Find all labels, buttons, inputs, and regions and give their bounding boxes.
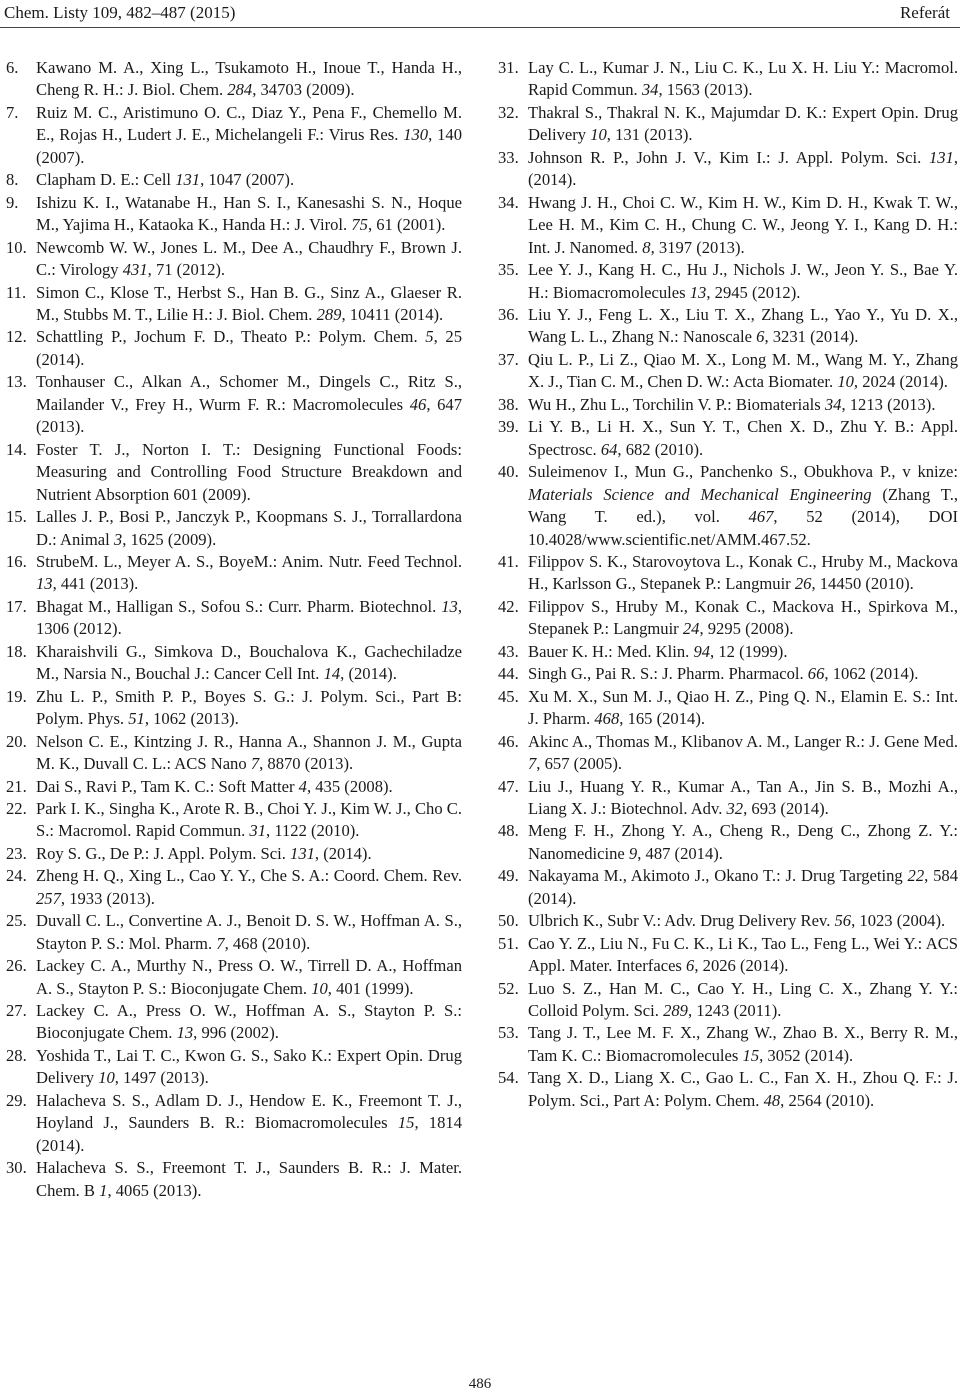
reference-item: [6, 192, 462, 237]
reference-number: 23.: [6, 843, 27, 863]
reference-item: [6, 102, 462, 169]
reference-item: [498, 933, 958, 978]
reference-number: 6.: [6, 58, 19, 77]
reference-text: Simon C., Klose T., Herbst S., Han B. G., Sinz A., Glaeser R. M., Stubbs M. T., Lilie H.: J. Biol. Chem. 289, 10411 (2014).: [36, 282, 462, 324]
page-number: 486: [468, 1376, 492, 1392]
reference-item: [498, 416, 958, 461]
reference-text: Dai S., Ravi P., Tam K. C.: Soft Matter 4, 435 (2008).: [36, 776, 393, 796]
reference-text: Tang X. D., Liang X. C., Gao L. C., Fan X. H., Zhou Q. F.: J. Polym. Sci., Part A: Polym. Chem. 48, 2564 (2010).: [528, 1068, 958, 1110]
reference-number: 11.: [6, 282, 27, 302]
reference-number: 35.: [498, 260, 519, 280]
reference-number: 27.: [6, 1001, 27, 1021]
reference-text: Cao Y. Z., Liu N., Fu C. K., Li K., Tao L., Feng L., Wei Y.: ACS Appl. Mater. Interfaces 6, 2026 (2014).: [528, 933, 958, 976]
reference-text: Lalles J. P., Bosi P., Janczyk P., Koopmans S. J., Torrallardona D.: Animal 3, 1625 (2009).: [36, 507, 462, 549]
reference-item: [6, 169, 462, 191]
reference-text: Roy S. G., De P.: J. Appl. Polym. Sci. 131, (2014).: [36, 843, 372, 863]
reference-item: [6, 57, 462, 102]
reference-number: 52.: [498, 978, 519, 998]
reference-text: Suleimenov I., Mun G., Panchenko S., Obukhova P., v knize: Materials Science and Mechanical Engineering (Zhang T., Wang T. ed.), vol. 467, 52 (2014), DOI 10.4028/www.scientific.net/AMM.467.52.: [528, 462, 958, 549]
reference-number: 15.: [6, 507, 27, 527]
reference-item: [6, 551, 462, 596]
reference-text: Wu H., Zhu L., Torchilin V. P.: Biomaterials 34, 1213 (2013).: [528, 394, 936, 414]
reference-number: 12.: [6, 327, 27, 347]
reference-number: 50.: [498, 911, 519, 931]
reference-item: [6, 237, 462, 282]
reference-number: 34.: [498, 192, 519, 212]
reference-item: [498, 461, 958, 551]
reference-text: Lackey C. A., Murthy N., Press O. W., Tirrell D. A., Hoffman A. S., Stayton P. S.: Bioconjugate Chem. 10, 401 (1999).: [36, 956, 462, 998]
reference-number: 33.: [498, 147, 519, 167]
reference-number: 19.: [6, 686, 27, 706]
reference-number: 29.: [6, 1090, 27, 1110]
reference-text: Filippov S., Hruby M., Konak C., Mackova H., Spirkova M., Stepanek P.: Langmuir 24, 9295 (2008).: [528, 596, 958, 639]
reference-text: Xu M. X., Sun M. J., Qiao H. Z., Ping Q. N., Elamin E. S.: Int. J. Pharm. 468, 165 (2014).: [528, 686, 958, 729]
reference-number: 40.: [498, 462, 519, 482]
reference-text: Ulbrich K., Subr V.: Adv. Drug Delivery Rev. 56, 1023 (2004).: [528, 911, 946, 931]
reference-item: [498, 259, 958, 304]
reference-item: [498, 820, 958, 865]
reference-number: 21.: [6, 776, 27, 796]
reference-number: 9.: [6, 192, 19, 212]
reference-number: 8.: [6, 170, 19, 190]
reference-number: 14.: [6, 439, 27, 459]
reference-number: 26.: [6, 956, 27, 976]
reference-item: [6, 1090, 462, 1157]
reference-text: Kharaishvili G., Simkova D., Bouchalova K., Gachechiladze M., Narsia N., Bouchal J.: Cancer Cell Int. 14, (2014).: [36, 641, 462, 684]
reference-item: [6, 686, 462, 731]
reference-number: 44.: [498, 664, 519, 684]
reference-number: 32.: [498, 102, 519, 122]
reference-item: [6, 596, 462, 641]
reference-item: [498, 147, 958, 192]
reference-item: [6, 371, 462, 438]
reference-number: 48.: [498, 821, 519, 841]
reference-text: Qiu L. P., Li Z., Qiao M. X., Long M. M., Wang M. Y., Zhang X. J., Tian C. M., Chen D. W.: Acta Biomater. 10, 2024 (2014).: [528, 349, 958, 392]
reference-number: 38.: [498, 394, 519, 414]
references-left-column: [6, 57, 462, 1202]
reference-text: Tonhauser C., Alkan A., Schomer M., Dingels C., Ritz S., Mailander V., Frey H., Wurm F. R.: Macromolecules 46, 647 (2013).: [36, 372, 462, 437]
reference-text: Tang J. T., Lee M. F. X., Zhang W., Zhao B. X., Berry R. M., Tam K. C.: Biomacromolecules 15, 3052 (2014).: [528, 1023, 958, 1065]
section-label: Referát: [899, 3, 950, 22]
reference-number: 53.: [498, 1023, 519, 1043]
reference-number: 43.: [498, 641, 519, 661]
reference-number: 41.: [498, 551, 519, 571]
reference-number: 49.: [498, 866, 519, 886]
reference-item: [498, 641, 958, 663]
reference-number: 28.: [6, 1045, 27, 1065]
reference-text: Hwang J. H., Choi C. W., Kim H. W., Kim D. H., Kwak T. W., Lee H. M., Kim C. H., Chung C. W., Jeong Y. I., Kang D. H.: Int. J. Nanomed. 8, 3197 (2013).: [528, 192, 958, 257]
reference-number: 18.: [6, 641, 27, 661]
reference-text: Liu Y. J., Feng L. X., Liu T. X., Zhang L., Yao Y., Yu D. X., Wang L. L., Zhang N.: Nanoscale 6, 3231 (2014).: [528, 304, 958, 347]
reference-text: StrubeM. L., Meyer A. S., BoyeM.: Anim. Nutr. Feed Technol. 13, 441 (2013).: [36, 551, 462, 594]
reference-text: Thakral S., Thakral N. K., Majumdar D. K.: Expert Opin. Drug Delivery 10, 131 (2013).: [528, 102, 958, 145]
reference-text: Duvall C. L., Convertine A. J., Benoit D. S. W., Hoffman A. S., Stayton P. S.: Mol. Pharm. 7, 468 (2010).: [36, 911, 462, 953]
reference-text: Bhagat M., Halligan S., Sofou S.: Curr. Pharm. Biotechnol. 13, 1306 (2012).: [36, 596, 462, 639]
reference-number: 20.: [6, 731, 27, 751]
reference-text: Nelson C. E., Kintzing J. R., Hanna A., Shannon J. M., Gupta M. K., Duvall C. L.: ACS Nano 7, 8870 (2013).: [36, 731, 462, 774]
reference-text: Foster T. J., Norton I. T.: Designing Functional Foods: Measuring and Controlling Food Structure Breakdown and Nutrient Absorption 601 (2009).: [36, 439, 462, 504]
reference-item: [6, 282, 462, 327]
reference-text: Schattling P., Jochum F. D., Theato P.: Polym. Chem. 5, 25 (2014).: [36, 327, 463, 369]
reference-number: 45.: [498, 686, 519, 706]
reference-item: [6, 1000, 462, 1045]
reference-text: Li Y. B., Li H. X., Sun Y. T., Chen X. D., Zhu Y. B.: Appl. Spectrosc. 64, 682 (2010).: [528, 417, 958, 459]
reference-item: [498, 731, 958, 776]
reference-item: [6, 865, 462, 910]
reference-text: Liu J., Huang Y. R., Kumar A., Tan A., Jin S. B., Mozhi A., Liang X. J.: Biotechnol. Adv. 32, 693 (2014).: [528, 776, 958, 818]
reference-item: [498, 663, 958, 685]
reference-item: [498, 1067, 958, 1112]
reference-number: 22.: [6, 798, 27, 818]
reference-number: 46.: [498, 731, 519, 751]
reference-item: [6, 1045, 462, 1090]
reference-item: [498, 102, 958, 147]
reference-text: Luo S. Z., Han M. C., Cao Y. H., Ling C. X., Zhang Y. Y.: Colloid Polym. Sci. 289, 1243 (2011).: [528, 978, 958, 1021]
reference-text: Meng F. H., Zhong Y. A., Cheng R., Deng C., Zhong Z. Y.: Nanomedicine 9, 487 (2014).: [528, 821, 958, 863]
reference-text: Filippov S. K., Starovoytova L., Konak C., Hruby M., Mackova H., Karlsson G., Stepanek P.: Langmuir 26, 14450 (2010).: [528, 551, 958, 594]
page-header: [0, 0, 960, 28]
reference-item: [6, 439, 462, 506]
reference-item: [6, 1157, 462, 1202]
reference-text: Kawano M. A., Xing L., Tsukamoto H., Inoue T., Handa H., Cheng R. H.: J. Biol. Chem. 284, 34703 (2009).: [36, 58, 462, 100]
reference-item: [6, 910, 462, 955]
reference-number: 24.: [6, 866, 27, 886]
reference-text: Zheng H. Q., Xing L., Cao Y. Y., Che S. A.: Coord. Chem. Rev. 257, 1933 (2013).: [36, 866, 462, 908]
reference-text: Singh G., Pai R. S.: J. Pharm. Pharmacol. 66, 1062 (2014).: [528, 664, 919, 684]
reference-item: [498, 776, 958, 821]
reference-text: Lackey C. A., Press O. W., Hoffman A. S., Stayton P. S.: Bioconjugate Chem. 13, 996 (2002).: [36, 1001, 462, 1043]
reference-text: Zhu L. P., Smith P. P., Boyes S. G.: J. Polym. Sci., Part B: Polym. Phys. 51, 1062 (2013).: [36, 686, 462, 729]
reference-item: [498, 349, 958, 394]
reference-item: [498, 686, 958, 731]
reference-text: Park I. K., Singha K., Arote R. B., Choi Y. J., Kim W. J., Cho C. S.: Macromol. Rapid Commun. 31, 1122 (2010).: [36, 798, 462, 841]
references-right-column: [498, 57, 958, 1112]
reference-item: [6, 776, 462, 798]
reference-item: [6, 731, 462, 776]
reference-text: Akinc A., Thomas M., Klibanov A. M., Langer R.: J. Gene Med. 7, 657 (2005).: [528, 731, 958, 774]
reference-number: 37.: [498, 349, 519, 369]
reference-number: 17.: [6, 596, 27, 616]
reference-item: [498, 192, 958, 259]
reference-text: Halacheva S. S., Freemont T. J., Saunders B. R.: J. Mater. Chem. B 1, 4065 (2013).: [36, 1158, 462, 1200]
reference-number: 54.: [498, 1068, 519, 1088]
reference-item: [498, 1022, 958, 1067]
reference-text: Bauer K. H.: Med. Klin. 94, 12 (1999).: [528, 641, 788, 661]
reference-text: Nakayama M., Akimoto J., Okano T.: J. Drug Targeting 22, 584 (2014).: [528, 866, 958, 908]
reference-text: Johnson R. P., John J. V., Kim I.: J. Appl. Polym. Sci. 131, (2014).: [528, 147, 958, 190]
reference-item: [498, 910, 958, 932]
reference-number: 36.: [498, 304, 519, 324]
journal-citation: Chem. Listy 109, 482–487 (2015): [4, 3, 236, 22]
reference-item: [6, 798, 462, 843]
reference-item: [6, 326, 462, 371]
reference-item: [6, 955, 462, 1000]
reference-number: 30.: [6, 1158, 27, 1178]
reference-number: 39.: [498, 417, 519, 437]
reference-item: [6, 506, 462, 551]
reference-number: 42.: [498, 596, 519, 616]
reference-text: Lee Y. J., Kang H. C., Hu J., Nichols J. W., Jeon Y. S., Bae Y. H.: Biomacromolecules 13, 2945 (2012).: [528, 260, 958, 302]
reference-number: 25.: [6, 911, 27, 931]
reference-text: Lay C. L., Kumar J. N., Liu C. K., Lu X. H. Liu Y.: Macromol. Rapid Commun. 34, 1563 (2013).: [528, 58, 958, 100]
reference-item: [498, 394, 958, 416]
reference-item: [498, 978, 958, 1023]
reference-item: [498, 551, 958, 596]
reference-number: 31.: [498, 58, 519, 77]
reference-text: Clapham D. E.: Cell 131, 1047 (2007).: [36, 170, 295, 190]
reference-text: Ruiz M. C., Aristimuno O. C., Diaz Y., Pena F., Chemello M. E., Rojas H., Ludert J. E., Michelangeli F.: Virus Res. 130, 140 (2007).: [36, 102, 462, 167]
reference-text: Halacheva S. S., Adlam D. J., Hendow E. K., Freemont T. J., Hoyland J., Saunders B. R.: Biomacromolecules 15, 1814 (2014).: [36, 1090, 462, 1155]
reference-number: 47.: [498, 776, 519, 796]
reference-number: 13.: [6, 372, 27, 392]
reference-text: Ishizu K. I., Watanabe H., Han S. I., Kanesashi S. N., Hoque M., Yajima H., Kataoka K., Handa H.: J. Virol. 75, 61 (2001).: [36, 192, 462, 235]
reference-number: 51.: [498, 933, 519, 953]
reference-number: 16.: [6, 551, 27, 571]
reference-number: 10.: [6, 237, 27, 257]
reference-item: [498, 57, 958, 102]
reference-item: [498, 304, 958, 349]
reference-item: [498, 596, 958, 641]
reference-text: Newcomb W. W., Jones L. M., Dee A., Chaudhry F., Brown J. C.: Virology 431, 71 (2012).: [36, 237, 462, 280]
reference-item: [6, 843, 462, 865]
reference-number: 7.: [6, 102, 19, 122]
reference-text: Yoshida T., Lai T. C., Kwon G. S., Sako K.: Expert Opin. Drug Delivery 10, 1497 (2013).: [36, 1045, 462, 1088]
reference-item: [6, 641, 462, 686]
reference-item: [498, 865, 958, 910]
